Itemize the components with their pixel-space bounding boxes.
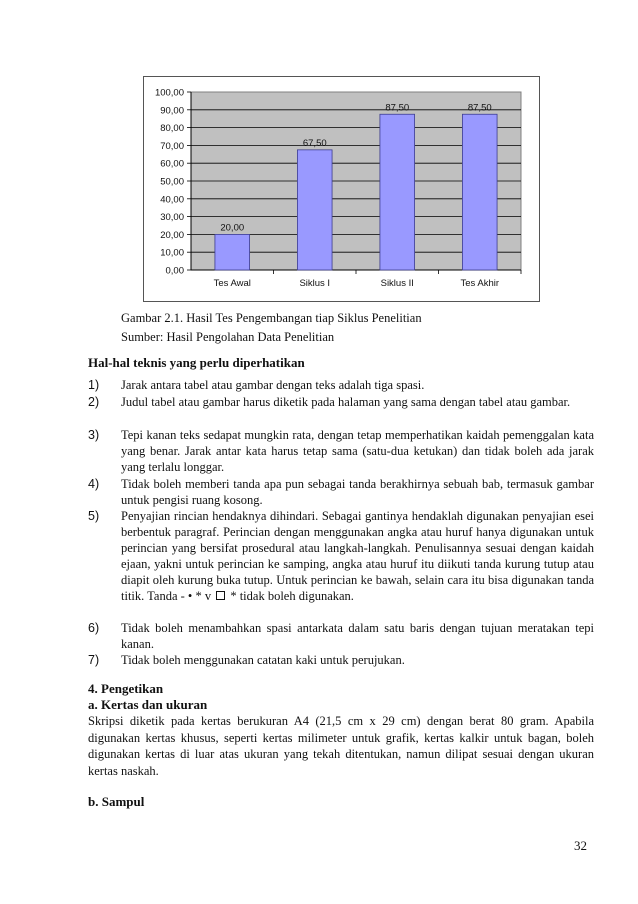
figure-caption: Gambar 2.1. Hasil Tes Pengembangan tiap Siklus Penelitian	[121, 311, 422, 325]
list-text: Tidak boleh menambahkan spasi antarkata dalam satu baris dengan tujuan meratakan tepi kanan.	[121, 621, 594, 651]
bar	[462, 114, 497, 270]
list-number: 4)	[88, 477, 100, 491]
bar	[215, 234, 250, 270]
list-text-part: * tidak boleh digunakan.	[230, 589, 354, 603]
list-number: 7)	[88, 653, 100, 667]
y-tick-label: 40,00	[160, 194, 184, 206]
y-tick-label: 0,00	[165, 265, 184, 277]
bar	[297, 150, 332, 270]
list-item	[88, 652, 594, 668]
section-4-heading: 4. Pengetikan	[88, 681, 164, 696]
subsection-a-heading: a. Kertas dan ukuran	[88, 697, 208, 712]
list-text: Jarak antara tabel atau gambar dengan teks adalah tiga spasi.	[121, 378, 425, 392]
section-heading: Hal-hal teknis yang perlu diperhatikan	[88, 355, 305, 370]
y-tick-label: 50,00	[160, 176, 184, 188]
list-number: 3)	[88, 428, 100, 442]
data-label: 20,00	[220, 222, 245, 234]
data-label: 67,50	[302, 137, 327, 149]
checkbox-glyph-icon	[216, 591, 225, 600]
subsection-a-paragraph: Skripsi diketik pada kertas berukuran A4 (21,5 cm x 29 cm) dengan berat 80 gram. Apabila digunakan kertas khusus, seperti kertas milimeter untuk grafik, kertas kalkir untuk bagan, boleh digunakan kertas di luar atas ukuran yang tekah ditentukan, namun dilipat sesuai dengan ukuran kertas naskah.	[88, 714, 594, 778]
list-number: 2)	[88, 395, 100, 409]
list-number: 6)	[88, 621, 100, 635]
list-text: Tidak boleh menggunakan catatan kaki untuk perujukan.	[121, 653, 405, 667]
list-text: Tepi kanan teks sedapat mungkin rata, dengan tetap memperhatikan kaidah pemenggalan kata yang benar. Jarak antar kata harus tetap sama (satu-dua ketukan) dan tidak boleh ada jarak yang terlalu longgar.	[121, 428, 594, 474]
y-tick-label: 100,00	[154, 87, 184, 99]
bar	[380, 114, 415, 270]
y-tick-label: 10,00	[160, 247, 184, 259]
y-tick-label: 70,00	[160, 140, 184, 152]
data-label: 87,50	[385, 102, 410, 114]
x-tick-label: Tes Awal	[213, 278, 251, 289]
y-tick-label: 20,00	[160, 229, 184, 241]
x-tick-label: Tes Akhir	[460, 278, 500, 289]
list-item	[88, 377, 594, 393]
list-text: Judul tabel atau gambar harus diketik pada halaman yang sama dengan tabel atau gambar.	[121, 395, 571, 409]
page-number: 32	[574, 838, 587, 853]
y-tick-label: 90,00	[160, 105, 184, 117]
subsection-b-heading: b. Sampul	[88, 794, 145, 809]
list-item	[88, 508, 594, 604]
y-tick-label: 30,00	[160, 212, 184, 224]
list-item	[88, 394, 594, 410]
figure-source: Sumber: Hasil Pengolahan Data Penelitian	[121, 330, 335, 344]
y-tick-label: 60,00	[160, 158, 184, 170]
x-tick-label: Siklus I	[299, 278, 331, 289]
list-number: 1)	[88, 378, 100, 392]
x-tick-label: Siklus II	[380, 278, 414, 289]
bar-chart-svg	[144, 77, 541, 303]
bar-chart	[143, 76, 540, 302]
list-text: Tidak boleh memberi tanda apa pun sebagai tanda berakhirnya sebuah bab, termasuk gambar untuk pengisi ruang kosong.	[121, 477, 594, 507]
list-number: 5)	[88, 509, 100, 523]
list-text	[121, 508, 594, 604]
data-label: 87,50	[467, 102, 492, 114]
list-item	[88, 427, 594, 475]
list-item	[88, 476, 594, 508]
y-tick-label: 80,00	[160, 123, 184, 135]
list-item	[88, 620, 594, 652]
list-text-part: Penyajian rincian hendaknya dihindari. Sebagai gantinya hendaklah digunakan penyajian esei berbentuk paragraf. Perincian dengan menggunakan angka atau huruf hanya digunakan untuk perincian yang bersifat prosedural atau langkah-langkah. Penulisannya sesuai dengan kaidah ejaan, yakni untuk perincian ke samping, angka atau huruf itu diikuti tanda kurung tutup atau diapit oleh kurung buka tutup. Untuk perincian ke bawah, selain cara itu bisa digunakan tanda titik. Tanda - • * v	[121, 509, 594, 603]
